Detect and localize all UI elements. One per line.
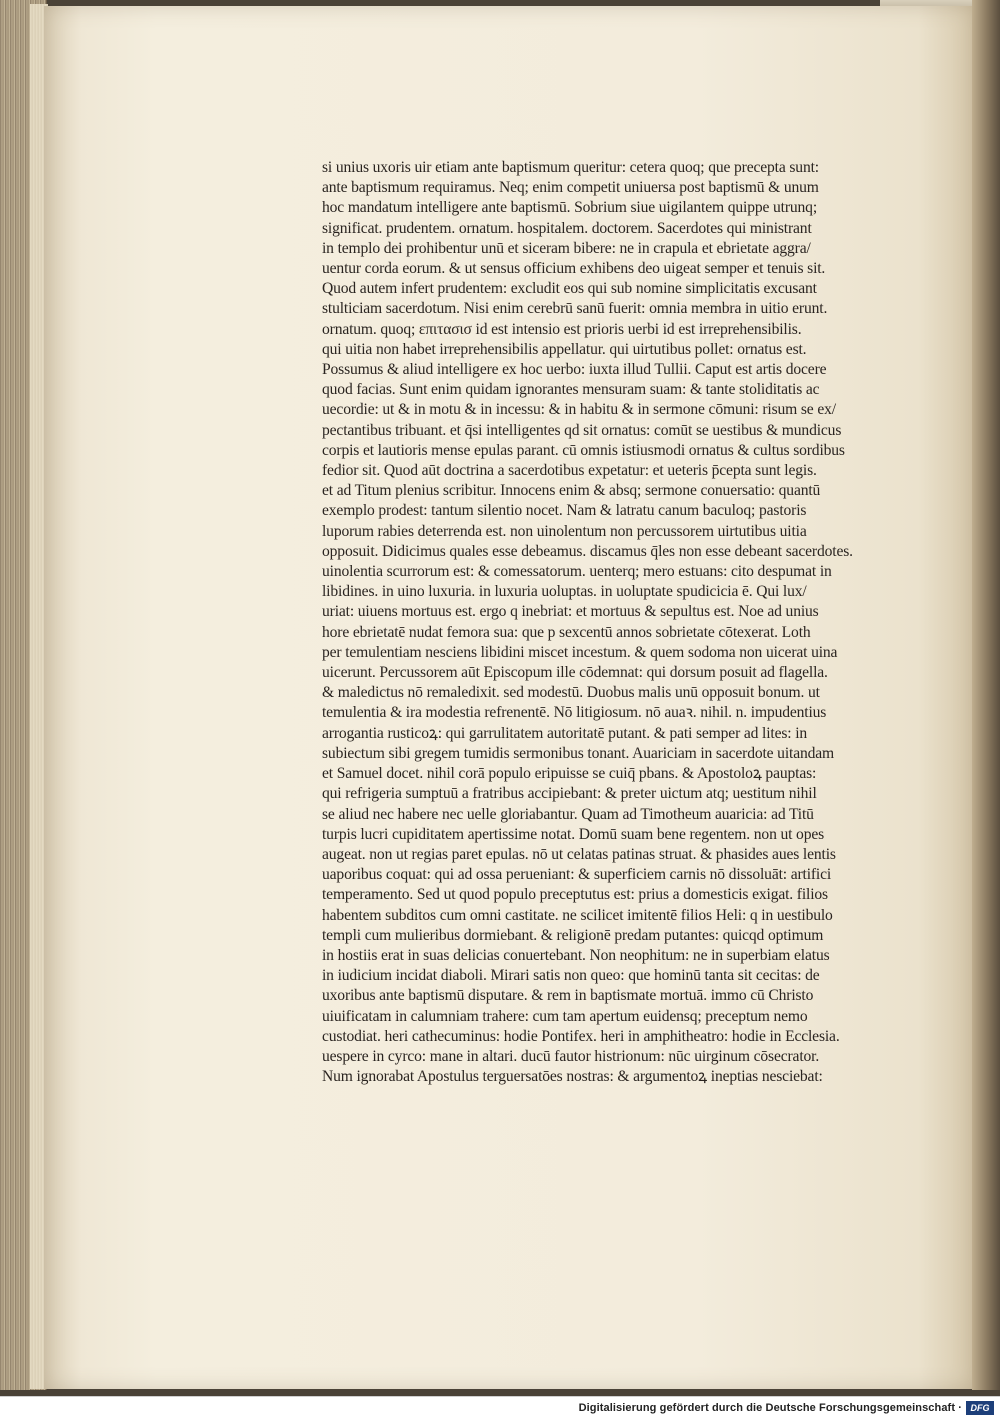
text-line: arrogantia rusticoꝝ: qui garrulitatem autoritatē putant. & pati semper ad lites: in [322,724,808,742]
text-line: uecordie: ut & in motu & in incessu: & in habitu & in sermone cōmuni: risum se ex/ [322,401,836,419]
text-line: exemplo prodest: tantum silentio nocet. Nam & latratu canum baculoq; pastoris [322,502,807,520]
text-line: ante baptismum requiramus. Neq; enim competit uniuersa post baptismū & unum [322,179,819,197]
text-line: et ad Titum plenius scribitur. Innocens enim & absq; sermone conuersatio: quantū [322,482,821,500]
text-line: uiuificatam in calumniam trahere: cum tam apertum euidensq; preceptum nemo [322,1007,808,1025]
text-line: temulentia & ira modestia refrenentē. Nō litigiosum. nō auaꝛ. nihil. n. impudentius [322,704,827,722]
text-line: turpis lucri cupiditatem apertissime notat. Domū suam bene regentem. non ut opes [322,825,825,843]
text-line: habentem subditos cum omni castitate. ne scilicet imitentē filios Heli: q in uestibulo [322,906,833,924]
text-line: fedior sit. Quod aūt doctrina a sacerdotibus expetatur: et ueteris p̄cepta sunt legis. [322,462,817,480]
text-line: si unius uxoris uir etiam ante baptismum queritur: cetera quoq; que precepta sunt: [322,159,819,176]
text-line: subiectum sibi gregem tumidis sermonibus tonant. Auariciam in sacerdote uitandam [322,744,835,762]
text-line: uriat: uiuens mortuus est. ergo q inebriat: et mortuus & sepultus est. Noe ad unius [322,603,819,621]
text-line: in hostiis erat in suas delicias conuertebant. Non neophitum: ne in superbiam elatus [322,946,830,964]
text-line: luporum rabies deterrenda est. non uinolentum non percussorem uirtutibus uitia [322,522,807,540]
text-line: & maledictus nō remaledixit. sed modestū. Duobus malis unū opposuit bonum. ut [322,684,820,702]
text-line: in iudicium incidat diaboli. Mirari satis non queo: que hominū tanta sit cecitas: de [322,967,820,985]
text-line: hoc mandatum intelligere ante baptismū. Sobrium siue uigilantem quippe utrunq; [322,199,817,217]
text-line: custodiat. heri cathecuminus: hodie Pontifex. heri in amphitheatro: hodie in Ecclesia. [322,1027,840,1045]
text-line: se aliud nec habere nec uelle gloriabantur. Quam ad Timotheum auaricia: ad Titū [322,805,814,823]
text-line: temperamento. Sed ut quod populo preceptutus est: prius a domesticis exigat. filios [322,886,828,904]
text-line: pectantibus tribuant. et q̄si intelligentes qd sit ornatus: comūt se uestibus & mundicus [322,421,842,439]
text-line: per temulentiam nesciens libidini miscet incestum. & quem sodoma non uicerat uina [322,643,838,661]
funding-notice: Digitalisierung gefördert durch die Deutsche Forschungsgemeinschaft · [578,1402,962,1414]
text-line: uentur corda eorum. & ut sensus officium exhibens deo uigeat semper et tenuis sit. [322,260,826,278]
footer-bar [0,1396,1000,1420]
text-line: uaporibus coquat: qui ad ossa perueniant: & superficiem carnis nō dissoluāt: artifici [322,866,832,884]
text-line: uespere in cyrco: mane in altari. ducū fautor histrionum: nūc uirginum cōsecrator. [322,1047,820,1065]
text-line: significat. prudentem. ornatum. hospitalem. doctorem. Sacerdotes qui ministrant [322,219,812,237]
text-line: corpis et lautioris mense epulas parant. cū omnis istiusmodi ornatus & cultus sordibus [322,441,845,459]
dfg-logo: DFG [966,1401,994,1415]
text-line: augeat. non ut regias paret epulas. nō ut celatas patinas struat. & phasides aues lentis [322,845,836,863]
text-line: uinolentia scurrorum est: & comessatorum. uenterq; mero estuans: cito despumat in [322,563,832,581]
text-line: quod facias. Sunt enim quidam ignorantes mensuram suam: & tante stoliditatis ac [322,381,820,399]
text-line: qui refrigeria sumptuū a fratribus accipiebant: & preter uictum atq; uestitum nihil [322,785,817,803]
text-line: uxoribus ante baptismū disputare. & rem in baptismate mortuā. immo cū Christo [322,987,814,1005]
text-line: templi cum mulieribus dormiebant. & religionē predam putantes: quicqd optimum [322,926,824,944]
book-fore-edge [972,0,1000,1390]
text-line: Possumus & aliud intelligere ex hoc uerbo: iuxta illud Tullii. Caput est artis docere [322,361,827,379]
text-line: stulticiam sacerdotum. Nisi enim cerebrū sanū fuerit: omnia membra in uitio erunt. [322,300,828,318]
text-line: libidines. in uino luxuria. in luxuria uoluptas. in uoluptate spudicicia ē. Qui lux/ [322,583,807,601]
text-line: opposuit. Didicimus quales esse debeamus. discamus q̄les non esse debeant sacerdotes. [322,542,853,560]
text-line: ornatum. quoq; επιτασισ id est intensio est prioris uerbi id est irreprehensibilis. [322,320,802,338]
text-line: Quod autem infert prudentem: excludit eos qui sub nomine simplicitatis excusant [322,280,817,298]
incunable-text-block [322,158,912,1087]
text-line: et Samuel docet. nihil corā populo eripuisse se cuiq̄ pbans. & Apostoloꝝ pauptas: [322,765,817,783]
text-line: uicerunt. Percussorem aūt Episcopum ille cōdemnat: qui dorsum posuit ad flagella. [322,664,828,682]
text-line: in templo dei prohibentur unū et siceram bibere: ne in crapula et ebrietate aggra/ [322,239,811,257]
text-line: qui uitia non habet irreprehensibilis appellatur. qui uirtutibus pollet: ornatus est. [322,340,807,358]
text-line: Num ignorabat Apostulus terguersatōes nostras: & argumentoꝝ ineptias nesciebat: [322,1068,823,1086]
text-line: hore ebrietatē nudat femora sua: que p sexcentū annos sobrietate cōtexerat. Loth [322,623,811,641]
